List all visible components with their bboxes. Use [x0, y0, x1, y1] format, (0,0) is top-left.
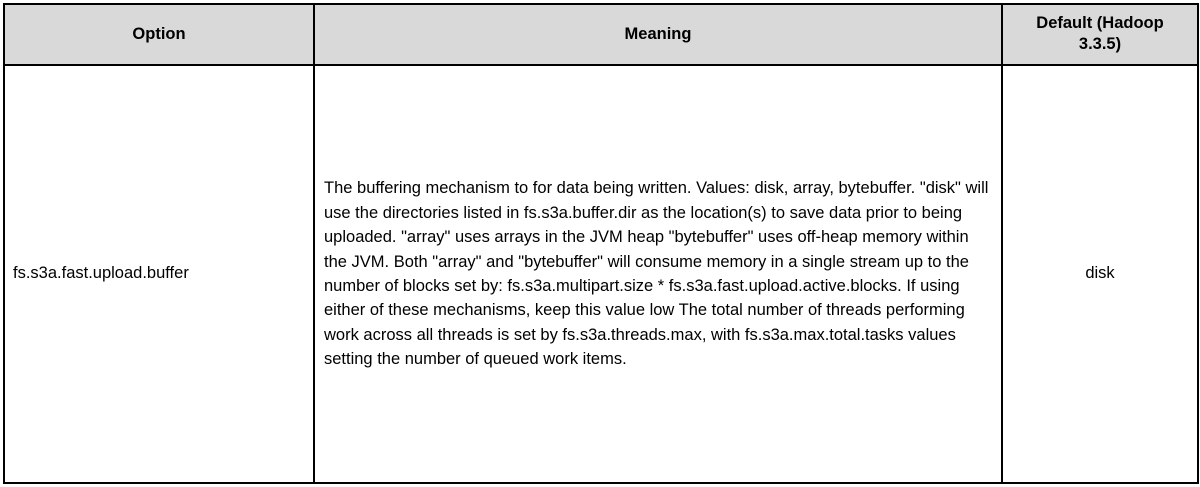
- cell-option-name: fs.s3a.fast.upload.buffer: [4, 65, 314, 483]
- column-header-meaning: Meaning: [314, 4, 1002, 65]
- s3a-configuration-table: [3, 3, 1199, 484]
- cell-option-meaning: The buffering mechanism to for data being written. Values: disk, array, bytebuffer. "disk" will use the directories listed in fs.s3a.buffer.dir as the location(s) to save data prior to being uploaded. "array" uses arrays in the JVM heap "bytebuffer" uses off-heap memory within the JVM. Both "array" and "bytebuffer" will consume memory in a single stream up to the number of blocks set by: fs.s3a.multipart.size * fs.s3a.fast.upload.active.blocks. If using either of these mechanisms, keep this value low The total number of threads performing work across all threads is set by fs.s3a.threads.max, with fs.s3a.max.total.tasks values setting the number of queued work items.: [314, 65, 1002, 483]
- table-row: [4, 65, 1198, 483]
- cell-option-default: disk: [1002, 65, 1198, 483]
- table-header-row: [4, 4, 1198, 65]
- column-header-default: Default (Hadoop 3.3.5): [1002, 4, 1198, 65]
- table-body: [4, 65, 1198, 483]
- column-header-option: Option: [4, 4, 314, 65]
- table-header: [4, 4, 1198, 65]
